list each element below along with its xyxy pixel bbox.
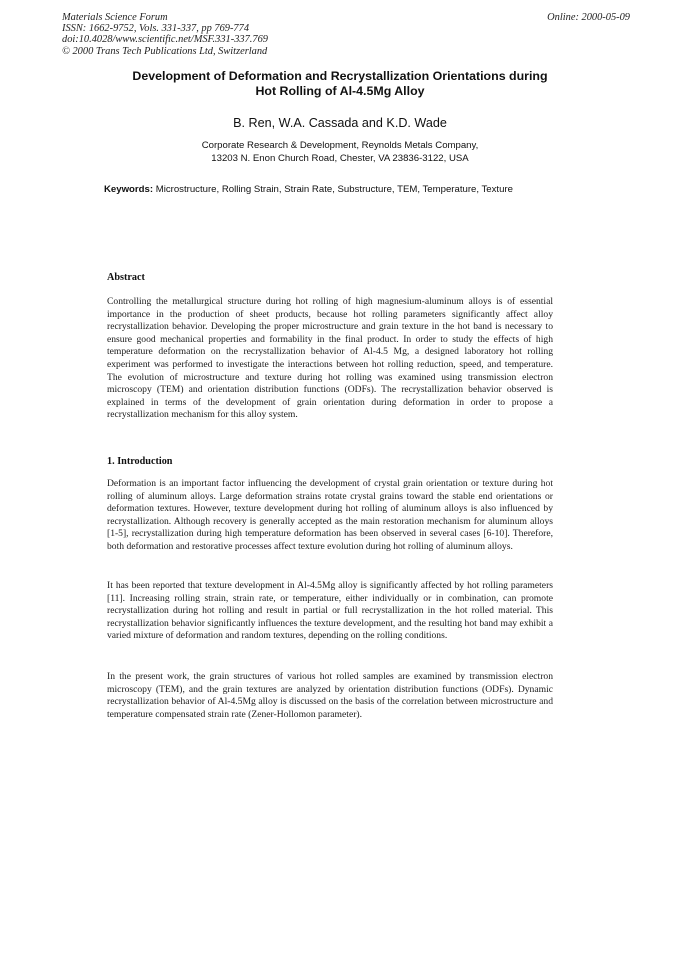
doi-line: doi:10.4028/www.scientific.net/MSF.331-337.769 (62, 34, 268, 46)
title-line-1: Development of Deformation and Recrystallization Orientations during (132, 69, 548, 83)
keywords (104, 184, 513, 195)
introduction-heading: 1. Introduction (107, 456, 173, 467)
journal-name: Materials Science Forum (62, 12, 168, 23)
paper-title (90, 69, 590, 99)
keywords-label: Keywords: (104, 184, 154, 195)
abstract-heading: Abstract (107, 272, 145, 283)
online-date: Online: 2000-05-09 (547, 12, 630, 23)
title-line-2: Hot Rolling of Al-4.5Mg Alloy (255, 84, 425, 98)
issn-line: ISSN: 1662-9752, Vols. 331-337, pp 769-774 (62, 23, 250, 35)
copyright-line: © 2000 Trans Tech Publications Ltd, Switzerland (62, 45, 268, 57)
abstract-text: Controlling the metallurgical structure during hot rolling of high magnesium-aluminum alloys is of essential importance in the production of sheet products, because hot rolling parameters significantly affect alloy recrystallization behavior. Developing the proper microstructure and grain texture in the hot band is necessary to ensure good mechanical properties and formability in the final product. In order to study the effects of high temperature deformation on the recrystallization behavior of Al-4.5 Mg, a designed laboratory hot rolling experiment was performed to investigate the interactions between hot rolling reduction, speed, and temperature. The evolution of microstructure and texture during hot rolling was examined using transmission electron microscopy (TEM) and orientation distribution functions (ODFs). The recrystallization behavior observed is explained in terms of the development of grain orientation during deformation in order to propose a recrystallization mechanism for this alloy system. (107, 296, 553, 421)
affiliation (90, 140, 590, 165)
affiliation-line-2: 13203 N. Enon Church Road, Chester, VA 23836-3122, USA (211, 152, 469, 164)
affiliation-line-1: Corporate Research & Development, Reynolds Metals Company, (201, 140, 479, 151)
journal-header (62, 12, 268, 57)
authors: B. Ren, W.A. Cassada and K.D. Wade (233, 116, 447, 130)
introduction-paragraph-2: It has been reported that texture development in Al-4.5Mg alloy is significantly affected by hot rolling parameters [11]. Increasing rolling strain, strain rate, or temperature, either individually or in combination, can promote recrystallization during hot rolling and result in partial or full recrystallization in the hot rolled material. This recrystallization behavior significantly influences the texture development, and the resulting hot band may exhibit a varied mixture of deformation and random textures, depending on the rolling conditions. (107, 580, 553, 642)
introduction-paragraph-1: Deformation is an important factor influencing the development of crystal grain orientation or texture during hot rolling of aluminum alloys. Large deformation strains rotate crystal grains toward the stable end orientations or deformation textures. However, texture development during hot rolling of aluminum alloys is also influenced by recrystallization. Although recovery is generally accepted as the main restoration mechanism for aluminum alloys [1-5], recrystallization during high temperature deformation has been observed in several cases [6-10]. Therefore, both deformation and restorative processes affect texture evolution during hot rolling of aluminum alloys. (107, 478, 553, 552)
introduction-paragraph-3: In the present work, the grain structures of various hot rolled samples are examined by transmission electron microscopy (TEM), and the grain textures are analyzed by orientation distribution functions (ODFs). Dynamic recrystallization behavior of Al-4.5Mg alloy is discussed on the basis of the correlation between microstructure and temperature compensated strain rate (Zener-Hollomon parameter). (107, 671, 553, 720)
keywords-list: Microstructure, Rolling Strain, Strain Rate, Substructure, TEM, Temperature, Texture (155, 184, 513, 195)
